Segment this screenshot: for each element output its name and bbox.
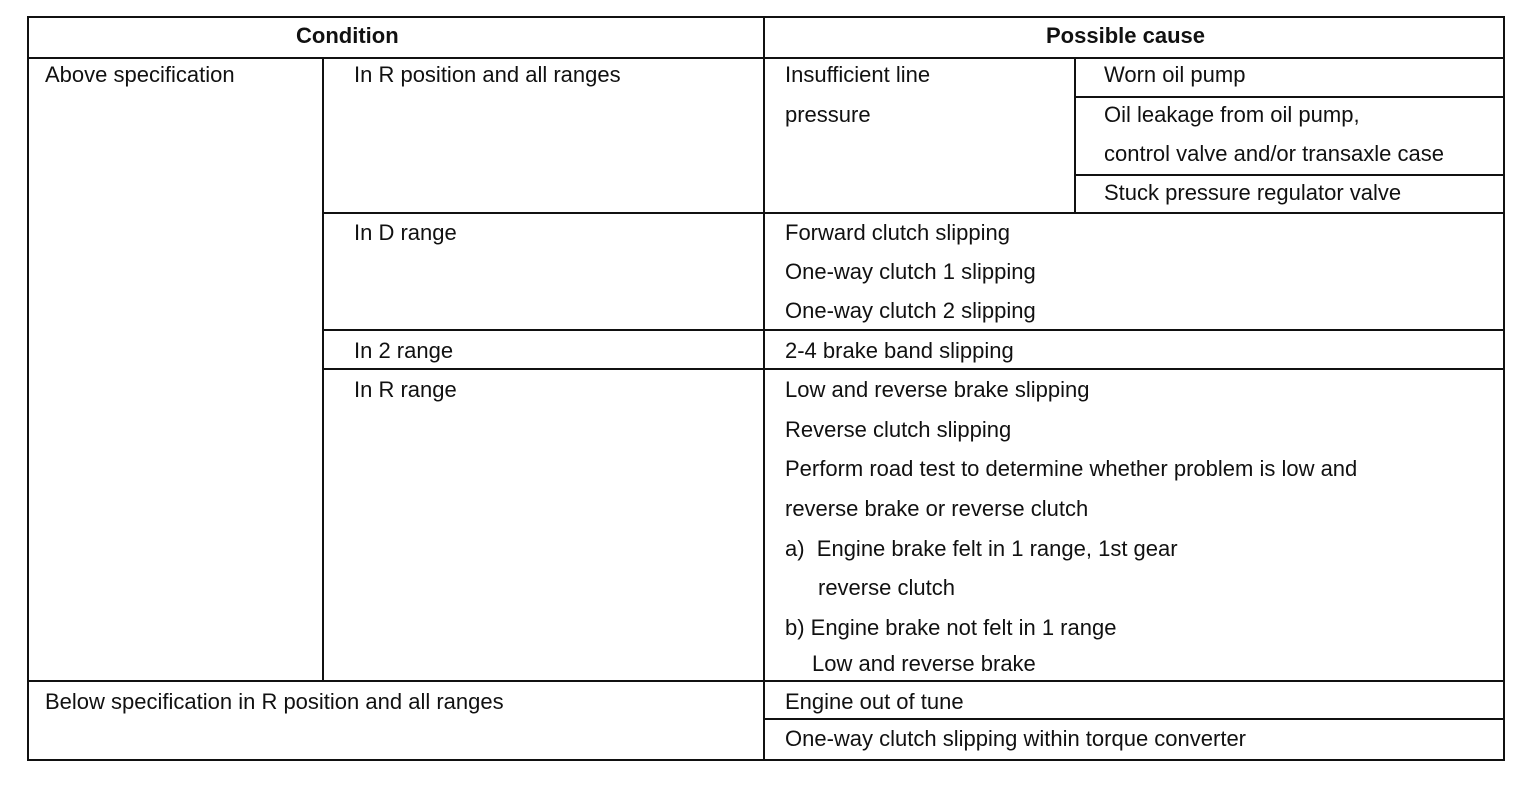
divider-d-range (322, 329, 1505, 331)
detail-oil-leakage-1: Oil leakage from oil pump, (1104, 102, 1360, 127)
cause-d-1: Forward clutch slipping (785, 220, 1010, 245)
cause-line-pressure-1: Insufficient line (785, 62, 931, 87)
above-specification-label: Above specification (45, 62, 235, 87)
cause-below-1: Engine out of tune (785, 689, 964, 714)
condition-r-range: In R range (354, 377, 457, 402)
table-border-right (1503, 16, 1505, 761)
divider-header (27, 57, 1505, 59)
divider-cause-detail (1074, 57, 1076, 214)
cause-2-1: 2-4 brake band slipping (785, 338, 1014, 363)
condition-r-position-all: In R position and all ranges (354, 62, 621, 87)
divider-2-range (322, 368, 1505, 370)
cause-r-6: reverse clutch (818, 575, 955, 600)
header-possible-cause: Possible cause (1046, 23, 1205, 48)
divider-detail-1 (1074, 96, 1505, 98)
condition-d-range: In D range (354, 220, 457, 245)
cause-r-7: b) Engine brake not felt in 1 range (785, 615, 1117, 640)
table-border-left (27, 16, 29, 761)
table-border-bottom (27, 759, 1505, 761)
cause-r-1: Low and reverse brake slipping (785, 377, 1090, 402)
detail-stuck-regulator: Stuck pressure regulator valve (1104, 180, 1402, 205)
divider-above-below (27, 680, 1505, 682)
cause-below-2: One-way clutch slipping within torque converter (785, 726, 1247, 751)
table-border-top (27, 16, 1505, 18)
cause-d-2: One-way clutch 1 slipping (785, 259, 1036, 284)
divider-r-position (322, 212, 1505, 214)
cause-line-pressure-2: pressure (785, 102, 871, 127)
divider-detail-2 (1074, 174, 1505, 176)
divider-condition-cause (763, 16, 765, 761)
condition-2-range: In 2 range (354, 338, 454, 363)
cause-r-5: a) Engine brake felt in 1 range, 1st gear (785, 536, 1178, 561)
cause-d-3: One-way clutch 2 slipping (785, 298, 1036, 323)
cause-r-2: Reverse clutch slipping (785, 417, 1012, 442)
detail-oil-leakage-2: control valve and/or transaxle case (1104, 141, 1444, 166)
cause-r-8: Low and reverse brake (812, 651, 1036, 676)
divider-below-causes (763, 718, 1505, 720)
below-specification-label: Below specification in R position and all ranges (45, 689, 504, 714)
header-condition: Condition (296, 23, 399, 48)
cause-r-4: reverse brake or reverse clutch (785, 496, 1089, 521)
detail-worn-oil-pump: Worn oil pump (1104, 62, 1246, 87)
cause-r-3: Perform road test to determine whether problem is low and (785, 456, 1358, 481)
